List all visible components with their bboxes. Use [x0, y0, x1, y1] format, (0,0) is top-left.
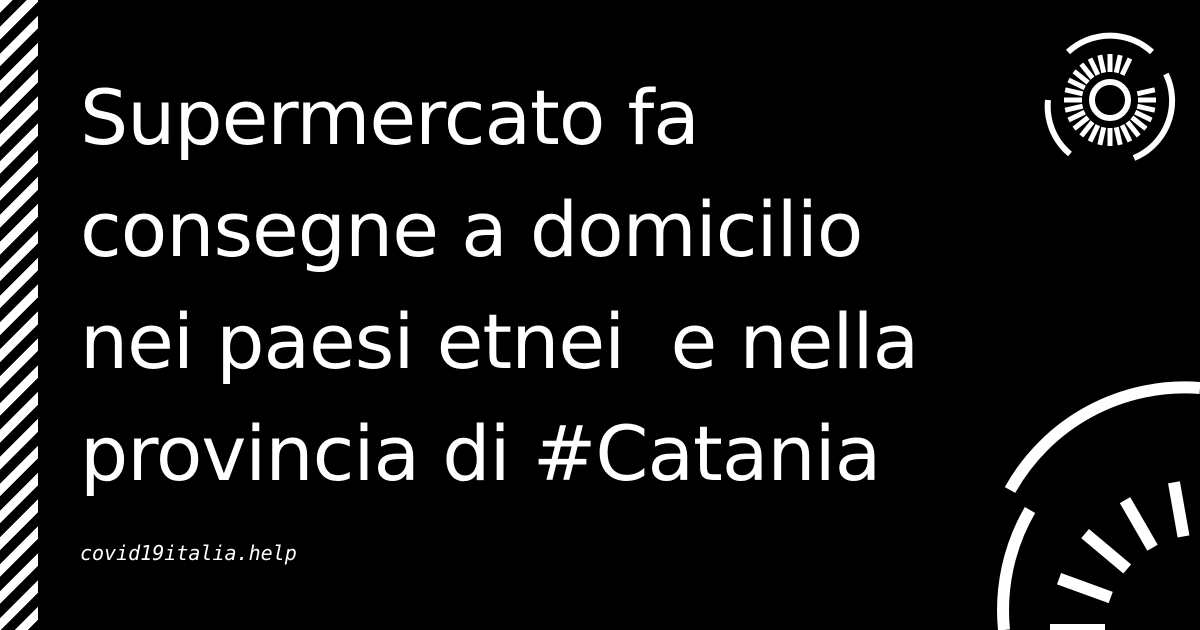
headline-line-3: nei paesi etnei e nella [80, 297, 919, 386]
headline-line-2: consegne a domicilio [80, 185, 863, 274]
headline-line-4: provincia di #Catania [80, 409, 881, 498]
striped-border [0, 0, 38, 630]
radial-logo-icon [1040, 30, 1180, 170]
headline [80, 62, 1030, 510]
headline-line-1: Supermercato fa [80, 73, 699, 162]
radial-logo-large-icon [960, 380, 1200, 630]
site-url: covid19italia.help [80, 541, 297, 565]
